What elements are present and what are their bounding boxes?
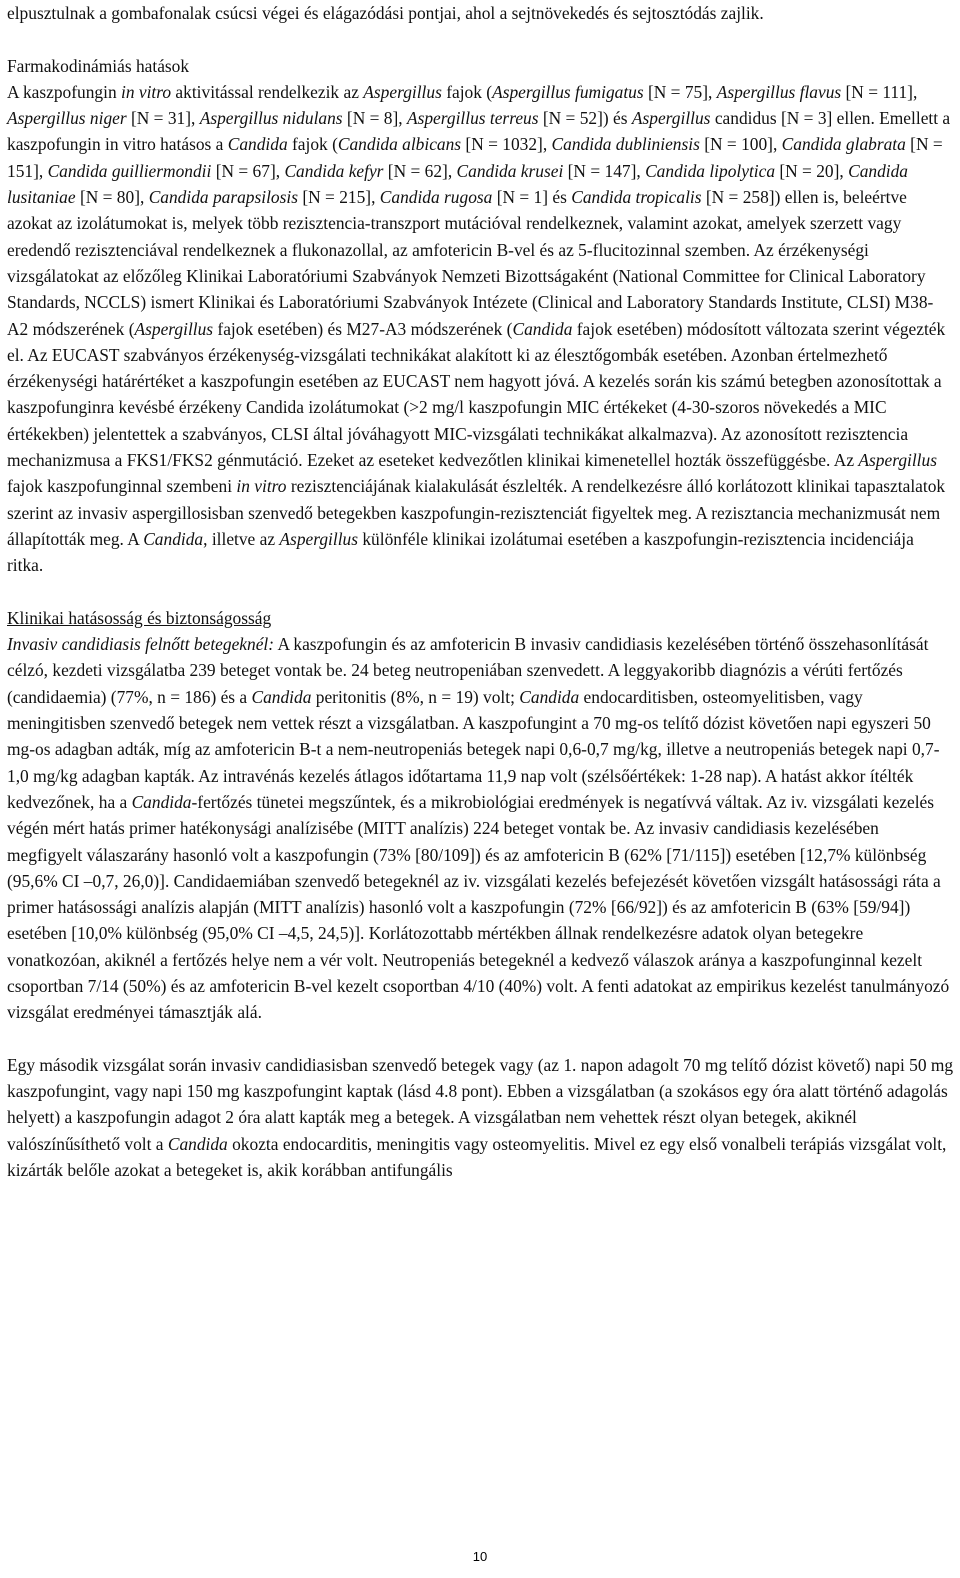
italic-term: Candida bbox=[167, 1133, 228, 1154]
italic-term: Candida bbox=[519, 686, 580, 707]
italic-term: Aspergillus bbox=[363, 81, 442, 102]
italic-term: Candida glabrata bbox=[781, 134, 906, 155]
italic-term: Candida tropicalis bbox=[571, 187, 702, 208]
page-number: 10 bbox=[472, 1549, 488, 1564]
italic-term: Candida albicans bbox=[337, 134, 462, 155]
italic-term: Aspergillus fumigatus bbox=[492, 81, 644, 102]
italic-term: Candida lusitaniae bbox=[7, 160, 909, 208]
italic-term: Candida bbox=[227, 134, 288, 155]
italic-term: Candida krusei bbox=[456, 160, 564, 181]
italic-term: Aspergillus terreus bbox=[406, 108, 539, 129]
italic-term: Candida parapsilosis bbox=[148, 187, 298, 208]
italic-term: Aspergillus niger bbox=[7, 108, 127, 129]
italic-term: Aspergillus bbox=[858, 450, 937, 471]
italic-term: Candida bbox=[512, 318, 573, 339]
section-heading-pharmacodynamics: Farmakodinámiás hatások bbox=[7, 55, 190, 76]
italic-term: Candida dubliniensis bbox=[551, 134, 700, 155]
italic-term: Candida guilliermondii bbox=[47, 160, 212, 181]
italic-term: Candida bbox=[131, 791, 192, 812]
paragraph-second-study: Egy második vizsgálat során invasiv candidiasisban szenvedő betegek vagy (az 1. napon adagolt 70 mg telítő dózist követő) napi 50 mg kaszpofungint, vagy napi 150 mg kaszpofungint kaptak (lásd 4.8 pont). Ebben a vizsgálatban (a szokásos egy óra alatt történő adagolás helyett) a kaszpofungin adagot 2 óra alatt kapták meg a betegek. A vizsgálatban nem vehettek részt olyan betegek, akiknél valószínűsíthető volt a Candida okozta endocarditis, meningitis vagy osteomyelitis. Mivel ez egy első vonalbeli terápiás vizsgálat volt, kizárták belőle azokat a betegeket is, akik korábban antifungális bbox=[7, 1054, 954, 1181]
italic-term: Candida rugosa bbox=[379, 187, 493, 208]
section-heading-clinical-efficacy: Klinikai hatásosság és biztonságosság bbox=[7, 607, 272, 628]
paragraph-intro: elpusztulnak a gombafonalak csúcsi végei és elágazódási pontjai, ahol a sejtnövekedés és sejtosztódás zajlik. bbox=[7, 3, 764, 23]
italic-term: Aspergillus bbox=[631, 108, 711, 129]
paragraph-pharmacodynamics: A kaszpofungin in vitro aktivitással rendelkezik az Aspergillus fajok (Aspergillus fumigatus [N = 75], Aspergillus flavus [N = 111], Aspergillus niger [N = 31], Aspergillus nidulans [N = 8], Aspergillus terreus [N = 52]) és Aspergillus candidus [N = 3] ellen. Emellett a kaszpofungin in vitro hatásos a Candida fajok (Candida albicans [N = 1032], Candida dubliniensis [N = 100], Candida glabrata [N = 151], Candida guilliermondii [N = 67], Candida kefyr [N = 62], Candida krusei [N = 147], Candida lipolytica [N = 20], Candida lusitaniae [N = 80], Candida parapsilosis [N = 215], Candida rugosa [N = 1] és Candida tropicalis [N = 258]) ellen is, beleértve azokat az izolátumokat is, melyek több rezisztencia-transzport mutációval rendelkeznek, valamint azokat, amelyek szerzett vagy eredendő rezisztenciával rendelkeznek a flukonazollal, az amfotericin B-vel és az 5-flucitozinnal szemben. Az érzékenységi vizsgálatokat az előzőleg Klinikai Laboratóriumi Szabványok Nemzeti Bizottságaként (National Committee for Clinical Laboratory Standards, NCCLS) ismert Klinikai és Laboratóriumi Szabványok Intézete (Clinical and Laboratory Standards Institute, CLSI) M38-A2 módszerének (Aspergillus fajok esetében) és M27-A3 módszerének (Candida fajok esetében) módosított változata szerint végezték el. Az EUCAST szabványos érzékenység-vizsgálati technikákat alakított ki az élesztőgombák esetében. Azonban értelmezhető érzékenységi határértéket a kaszpofungin esetében az EUCAST nem hagyott jóvá. A kezelés során kis számú betegben azonosítottak a kaszpofunginra kevésbé érzékeny Candida izolátumokat (>2 mg/l kaszpofungin MIC értékeket (4-30-szoros növekedés a MIC értékekben) jelentettek a szabványos, CLSI által jóváhagyott MIC-vizsgálati technikákat alkalmazva). Az azonosított rezisztencia mechanizmusa a FKS1/FKS2 génmutáció. Ezeket az eseteket kedvezőtlen klinikai kimenetellel hozták összefüggésbe. Az Aspergillus fajok kaszpofunginnal szembeni in vitro rezisztenciájának kialakulását észlelték. A rendelkezésre álló korlátozott klinikai tapasztalatok szerint az invasiv aspergillosisban szenvedő betegekben kaszpofungin-rezisztenciát figyeltek meg. A rezisztancia mechanizmusát nem állapították meg. A Candida, illetve az Aspergillus különféle klinikai izolátumai esetében a kaszpofungin-rezisztencia incidenciája ritka. bbox=[7, 81, 951, 576]
italic-term: Candida bbox=[251, 686, 312, 707]
italic-term: Candida bbox=[143, 528, 204, 549]
italic-term: Aspergillus bbox=[279, 528, 359, 549]
italic-term: Invasiv candidiasis felnőtt betegeknél: bbox=[7, 634, 275, 655]
italic-term: Candida lipolytica bbox=[645, 160, 776, 181]
italic-term: Aspergillus flavus bbox=[716, 81, 842, 102]
italic-term: Aspergillus nidulans bbox=[199, 108, 343, 129]
italic-term: in vitro bbox=[236, 476, 287, 497]
italic-term: in vitro bbox=[121, 81, 172, 102]
italic-term: Aspergillus bbox=[134, 318, 214, 339]
italic-term: Candida kefyr bbox=[284, 160, 384, 181]
paragraph-clinical-efficacy: Invasiv candidiasis felnőtt betegeknél: A kaszpofungin és az amfotericin B invasiv candidiasis kezelésében történő összehasonlítását célzó, kezdeti vizsgálatba 239 beteget vontak be. 24 beteg neutropeniában szenvedett. A leggyakoribb diagnózis a vérúti fertőzés (candidaemia) (77%, n = 186) és a Candida peritonitis (8%, n = 19) volt; Candida endocarditisben, osteomyelitisben, vagy meningitisben szenvedő betegek nem vettek részt a vizsgálatban. A kaszpofungint a 70 mg-os telítő dózist követően napi egyszeri 50 mg-os adagban adták, míg az amfotericin B-t a nem-neutropeniás betegek napi 0,6-0,7 mg/kg, illetve a neutropeniás betegek napi 0,7-1,0 mg/kg adagban kapták. Az intravénás kezelés átlagos időtartama 11,9 nap volt (szélsőértékek: 1-28 nap). A hatást akkor ítélték kedvezőnek, ha a Candida-fertőzés tünetei megszűntek, és a mikrobiológiai eredmények is negatívvá váltak. Az iv. vizsgálati kezelés végén mért hatás primer hatékonysági analízisébe (MITT analízis) 224 beteget vontak be. Az invasiv candidiasis kezelésében megfigyelt válaszarány hasonló volt a kaszpofungin (73% [80/109]) és az amfotericin B (62% [71/115]) esetében [12,7% különbség (95,6% CI –0,7, 26,0)]. Candidaemiában szenvedő betegeknél az iv. vizsgálati kezelés befejezését követően vizsgált hatásossági ráta a primer hatásossági analízis alapján (MITT analízis) hasonló volt a kaszpofungin (72% [66/92]) és az amfotericin B (63% [59/94]) esetében [10,0% különbség (95,0% CI –4,5, 24,5)]. Korlátozottabb mértékben állnak rendelkezésre adatok olyan betegekre vonatkozóan, akiknél a fertőzés helye nem a vér volt. Neutropeniás betegeknél a kedvező válaszok aránya a kaszpofunginnal kezelt csoportban 7/14 (50%) és az amfotericin B-vel kezelt csoportban 4/10 (40%) volt. A fenti adatokat az empirikus kezelést tanulmányozó vizsgálat eredményei támasztják alá. bbox=[7, 634, 950, 1023]
